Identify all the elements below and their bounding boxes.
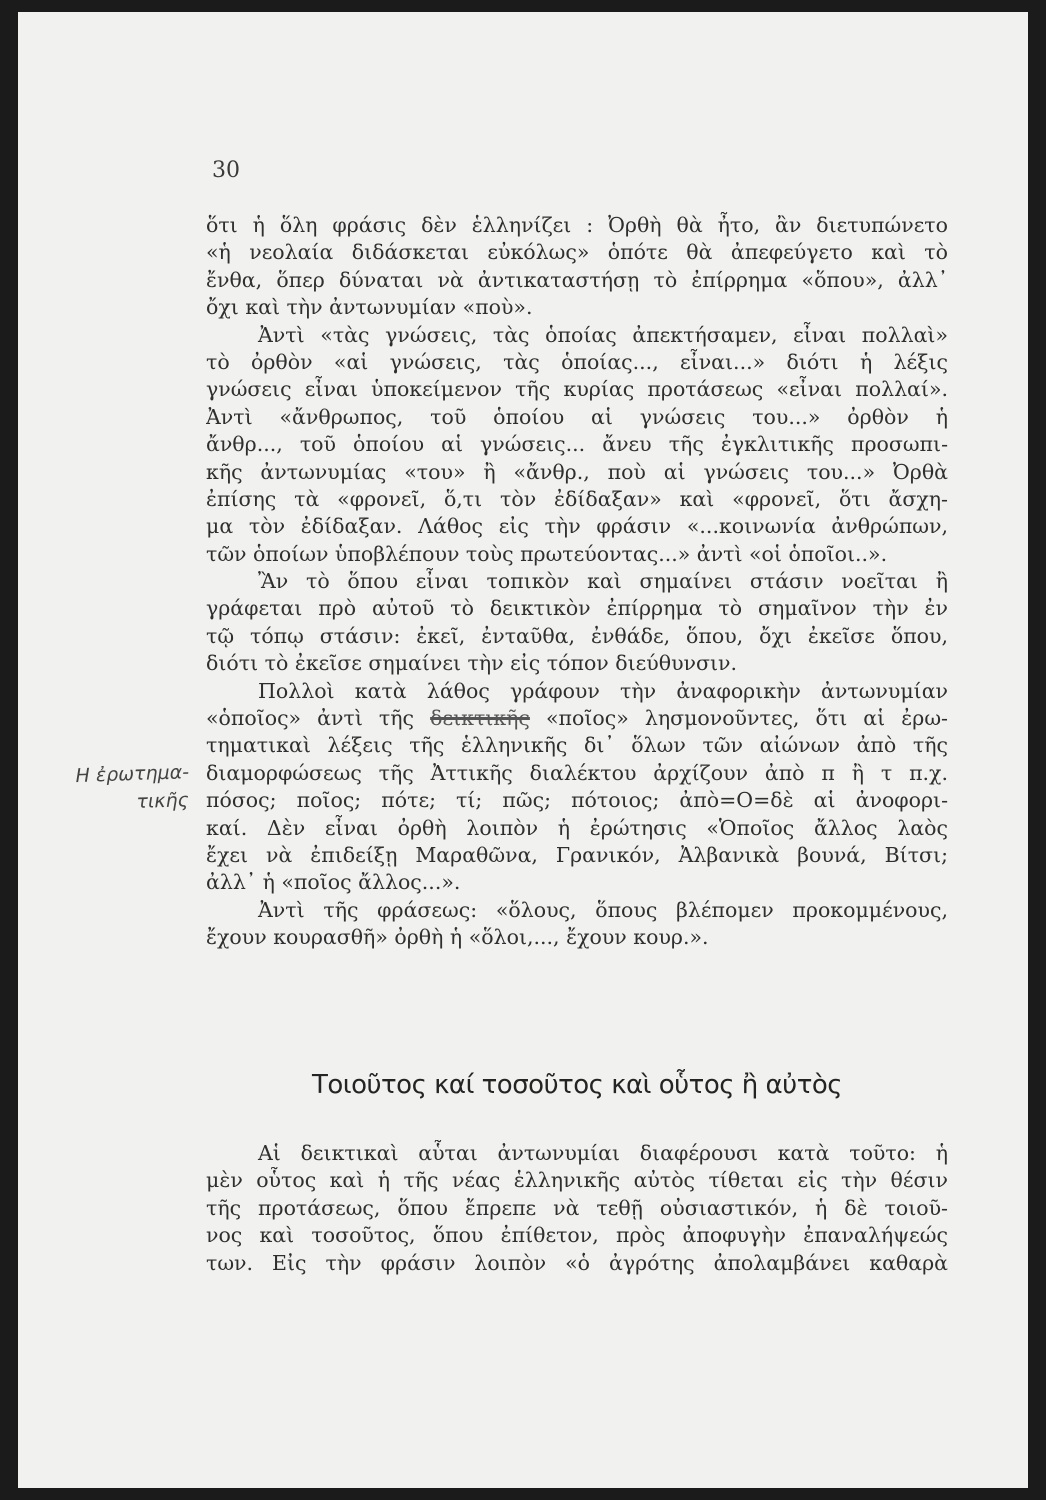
text-line: ἐπίσης τὰ «φρονεῖ, ὅ,τι τὸν ἐδίδαξαν» καὶ «φρονεῖ, ὅτι ἄσχη- [206,486,948,511]
text-line: τῆς προτάσεως, ὅπου ἔπρεπε νὰ τεθῇ οὐσιαστικόν, ἡ δὲ τοιοῦ- [206,1195,948,1220]
text-line: ἔχει νὰ ἐπιδείξῃ Μαραθῶνα, Γρανικόν, Ἀλβανικὰ βουνά, Βίτσι; [206,842,948,867]
text-line: «ἡ νεολαία διδάσκεται εὐκόλως» ὁπότε θὰ ἀπεφεύγετο καὶ τὸ [206,240,948,265]
text-line: τὸ ὀρθὸν «αἱ γνώσεις, τὰς ὁποίας..., εἶναι...» διότι ἡ λέξις [206,349,948,374]
text-line: τηματικαὶ λέξεις τῆς ἑλληνικῆς δι᾿ ὅλων τῶν αἰώνων ἀπὸ τῆς [206,733,948,758]
text-line: ἔχουν κουρασθῆ» ὀρθὴ ἡ «ὅλοι,..., ἔχουν κουρ.». [206,925,709,950]
text-line: κῆς ἀντωνυμίας «του» ἢ «ἄνθρ., ποὺ αἱ γνώσεις του...» Ὀρθὰ [206,459,948,484]
text-line: μα τὸν ἐδίδαξαν. Λάθος εἰς τὴν φράσιν «...κοινωνία ἀνθρώπων, [206,514,948,539]
text-line: γνώσεις εἶναι ὑποκείμενον τῆς κυρίας προτάσεως «εἶναι πολλαί». [206,377,948,402]
text-line: ἔνθα, ὅπερ δύναται νὰ ἀντικαταστήσῃ τὸ ἐπίρρημα «ὅπου», ἀλλ᾿ [206,267,948,292]
struck-word: δεικτικῆς [430,706,530,731]
text-line: ὄχι καὶ τὴν ἀντωνυμίαν «ποὺ». [206,295,533,320]
body-text-2 [206,1140,948,1277]
text-line: νος καὶ τοσοῦτος, ὅπου ἐπίθετον, πρὸς ἀποφυγὴν ἐπαναλήψεώς [206,1223,948,1248]
text-line: γράφεται πρὸ αὐτοῦ τὸ δεικτικὸν ἐπίρρημα τὸ σημαῖνον τὴν ἐν [206,596,948,621]
page-number: 30 [212,158,240,183]
text-line: πόσος; ποῖος; πότε; τί; πῶς; πότοιος; ἀπὸ=Ο=δὲ αἱ ἀνοφορι- [206,788,948,813]
text-line: Ἀντὶ «ἄνθρωπος, τοῦ ὁποίου αἱ γνώσεις του...» ὀρθὸν ἡ [206,404,948,429]
text-line: τῷ τόπῳ στάσιν: ἐκεῖ, ἐνταῦθα, ἐνθάδε, ὅπου, ὄχι ἐκεῖσε ὅπου, [206,623,948,648]
text-line: Αἱ δεικτικαὶ αὗται ἀντωνυμίαι διαφέρουσι κατὰ τοῦτο: ἡ [258,1141,948,1165]
text-line-with-strikeout [206,705,948,732]
text-line: Ἀντὶ τῆς φράσεως: «ὅλους, ὅπους βλέπομεν προκομμένους, [258,897,948,922]
text-line: ἄνθρ..., τοῦ ὁποίου αἱ γνώσεις... ἄνευ τῆς ἐγκλιτικῆς προσωπι- [206,432,948,457]
text-line: των. Εἰς τὴν φράσιν λοιπὸν «ὁ ἀγρότης ἀπολαμβάνει καθαρὰ [206,1250,948,1275]
text-line: τῶν ὁποίων ὑποβλέπουν τοὺς πρωτεύοντας...» ἀντὶ «οἱ ὁποῖοι..». [206,541,888,566]
section-heading: Τοιοῦτος καί τοσοῦτος καὶ οὗτος ἢ αὐτὸς [311,1070,843,1100]
text-line: Ἀντὶ «τὰς γνώσεις, τὰς ὁποίας ἀπεκτήσαμεν, εἶναι πολλαὶ» [258,322,948,347]
text-line: Ἂν τὸ ὅπου εἶναι τοπικὸν καὶ σημαίνει στάσιν νοεῖται ἢ [258,569,948,594]
book-page [18,12,1028,1488]
handwritten-margin-note [75,758,197,818]
text-line: διαμορφώσεως τῆς Ἀττικῆς διαλέκτου ἀρχίζουν ἀπὸ π ἢ τ π.χ. [206,760,948,785]
text-segment: «ποῖος» λησμονοῦντες, ὅτι αἱ ἐρω- [545,706,948,731]
text-segment: «ὁποῖος» ἀντὶ τῆς [206,706,415,731]
body-text [206,212,948,952]
text-line: μὲν οὗτος καὶ ἡ τῆς νέας ἑλληνικῆς αὐτὸς τίθεται εἰς τὴν θέσιν [206,1168,948,1193]
text-line: διότι τὸ ἐκεῖσε σημαίνει τὴν εἰς τόπον διεύθυνσιν. [206,651,738,676]
text-line: Πολλοὶ κατὰ λάθος γράφουν τὴν ἀναφορικὴν ἀντωνυμίαν [258,678,948,703]
text-line: ὅτι ἡ ὅλη φράσις δὲν ἑλληνίζει : Ὀρθὴ θὰ ἦτο, ἂν διετυπώνετο [206,213,948,237]
text-line: ἀλλ᾿ ἡ «ποῖος ἄλλος...». [206,870,461,895]
margin-note-line-2: τικῆς [136,789,190,813]
margin-note-line-1: Η ἐρωτημα- [75,761,190,788]
text-line: καί. Δὲν εἶναι ὀρθὴ λοιπὸν ἡ ἐρώτησις «Ὁποῖος ἄλλος λαὸς [206,815,948,840]
